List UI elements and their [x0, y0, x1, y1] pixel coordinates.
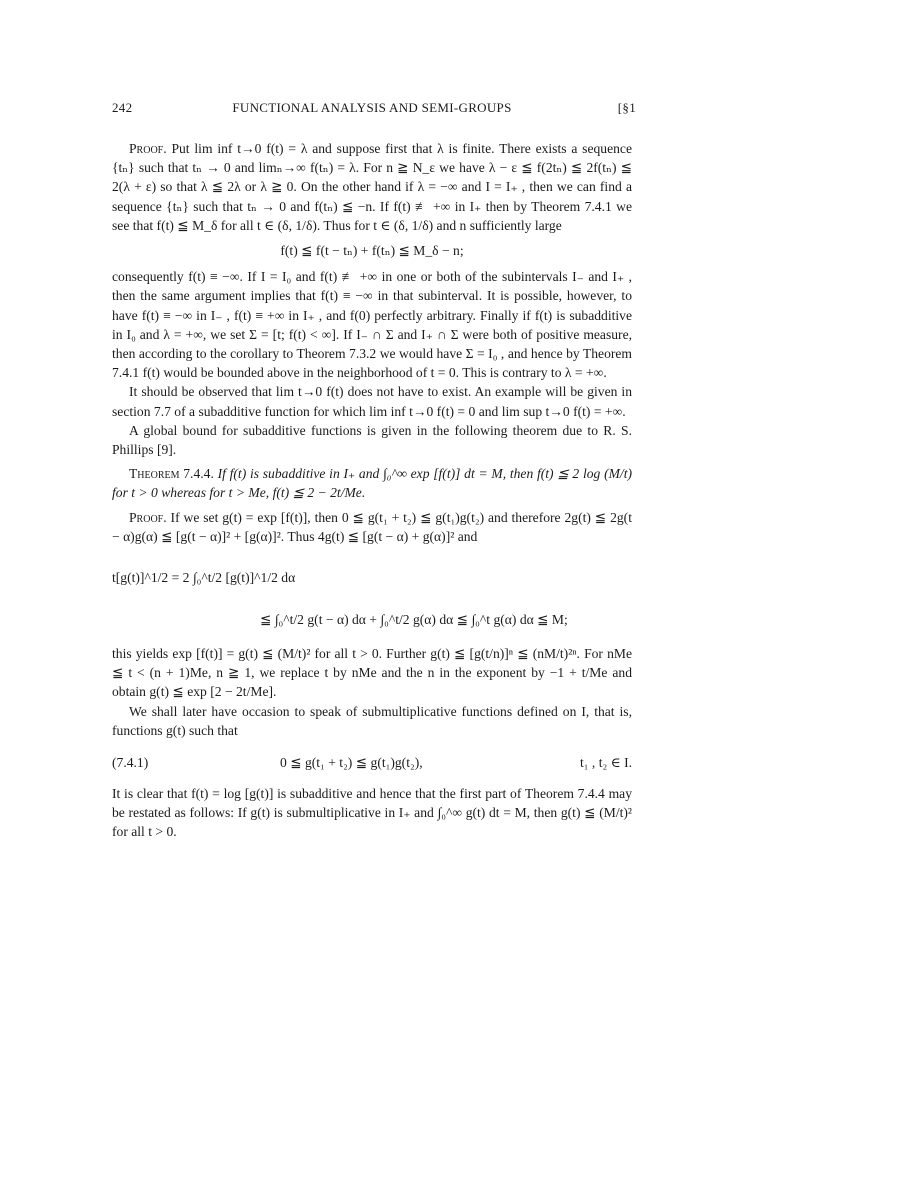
proof-paragraph-1: [112, 139, 632, 235]
proof-paragraph-2: [112, 508, 632, 546]
proof-text: Put lim inf t→0 f(t) = λ and suppose first that λ is finite. There exists a sequence {tₙ} such that tₙ → 0 and limₙ→∞ f(tₙ) = λ. For n ≧ N_ε we have λ − ε ≦ f(2tₙ) ≦ 2f(tₙ) ≦ 2(λ + ε) so that λ ≦ 2λ or λ ≧ 0. On the other hand if λ = −∞ and I = I₊ , then we can find a sequence {tₙ} such that tₙ → 0 and f(tₙ) ≦ −n. If f(t) ≢ +∞ in I₊ then by Theorem 7.4.1 we see that f(t) ≦ M_δ for all t ∈ (δ, 1/δ). Thus for t ∈ (δ, 1/δ) and n sufficiently large: [112, 141, 632, 233]
section-mark: [§1: [617, 100, 636, 115]
running-title: FUNCTIONAL ANALYSIS AND SEMI-GROUPS: [232, 100, 512, 115]
remark-paragraph: It should be observed that lim t→0 f(t) does not have to exist. An example will be given in section 7.7 of a subadditive function for which lim inf t→0 f(t) = 0 and lim sup t→0 f(t) = +∞.: [112, 384, 632, 419]
display-inequality: f(t) ≦ f(t − tₙ) + f(tₙ) ≦ M_δ − n;: [280, 243, 464, 259]
equation-condition: t₁ , t₂ ∈ I.: [579, 755, 632, 771]
intro-paragraph: A global bound for subadditive functions is given in the following theorem due to R. S. Phillips [9].: [112, 422, 632, 458]
proof-label: Proof.: [129, 141, 167, 156]
proof-text-2: If we set g(t) = exp [f(t)], then 0 ≦ g(t₁ + t₂) ≦ g(t₁)g(t₂) and therefore 2g(t) ≦ 2g(t − α)g(α) ≦ [g(t − α)]² + [g(α)]². Thus 4g(t) ≦ [g(t − α) + g(α)]² and: [112, 509, 632, 544]
integral-display: [112, 554, 632, 638]
page-number: 242: [112, 100, 133, 115]
theorem-7-4-4: [112, 464, 632, 502]
body-text: [112, 139, 632, 842]
proof-label-2: Proof.: [129, 509, 167, 525]
result-paragraph: this yields exp [f(t)] = g(t) ≦ (M/t)² for all t > 0. Further g(t) ≦ [g(t/n)]ⁿ ≦ (nM/t)²ⁿ. For nMe ≦ t < (n + 1)Me, n ≧ 1, we replace t by nMe and the n in the exponent by −1 + t/Me and obtain g(t) ≦ exp [2 − 2t/Me].: [112, 646, 632, 700]
closing-paragraph: It is clear that f(t) = log [g(t)] is subadditive and hence that the first part of Theorem 7.4.4 may be restated as follows: If g(t) is submultiplicative in I₊ and ∫₀^∞ g(t) dt = M, then g(t) ≦ (M/t)² for all t > 0.: [112, 786, 632, 840]
integral-line-2: ≦ ∫₀^t/2 g(t − α) dα + ∫₀^t/2 g(α) dα ≦ ∫₀^t g(α) dα ≦ M;: [260, 612, 568, 628]
proof-continuation: consequently f(t) ≡ −∞. If I = I₀ and f(t) ≢ +∞ in one or both of the subintervals I₋ and I₊ , then the same argument implies that f(t) ≡ −∞ in that subinterval. It is possible, however, to have f(t) ≡ −∞ in I₋ , f(t) ≡ +∞ in I₊ , and f(0) perfectly arbitrary. Finally if f(t) is subadditive in I₀ and λ = +∞, we set Σ = [t; f(t) < ∞]. If I₋ ∩ Σ and I₊ ∩ Σ were both of positive measure, then according to the corollary to Theorem 7.3.2 we would have Σ = I₀ , and hence by Theorem 7.4.1 f(t) would be bounded above in the neighborhood of t = 0. This is contrary to λ = +∞.: [112, 269, 632, 381]
submultiplicative-paragraph: We shall later have occasion to speak of submultiplicative functions defined on I, that is, functions g(t) such that: [112, 703, 632, 738]
theorem-label: Theorem 7.4.4.: [129, 466, 214, 482]
integral-line-1: t[g(t)]^1/2 = 2 ∫₀^t/2 [g(t)]^1/2 dα: [112, 570, 296, 586]
equation-7-4-1: [112, 748, 632, 778]
theorem-statement: If f(t) is subadditive in I₊ and ∫₀^∞ exp [f(t)] dt = M, then f(t) ≦ 2 log (M/t) for t > 0 whereas for t > Me, f(t) ≦ 2 − 2t/Me.: [112, 466, 632, 501]
equation-body: 0 ≦ g(t₁ + t₂) ≦ g(t₁)g(t₂),: [280, 755, 423, 771]
equation-label: (7.4.1): [112, 755, 149, 771]
